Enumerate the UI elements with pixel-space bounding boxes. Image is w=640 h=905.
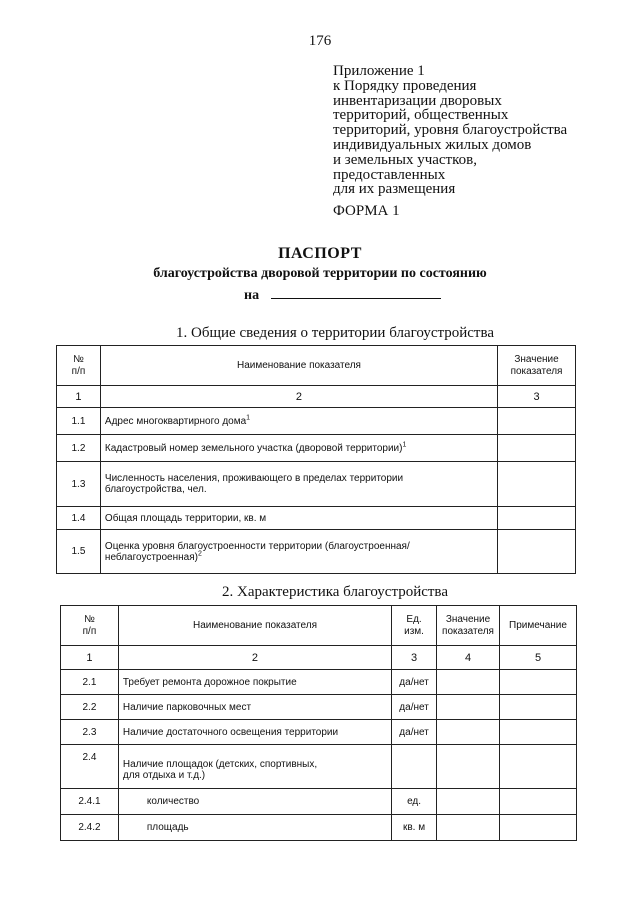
row-name: площадь xyxy=(118,815,391,841)
index-cell: 3 xyxy=(392,646,437,670)
table-row xyxy=(61,720,577,745)
index-cell: 4 xyxy=(437,646,500,670)
table-row xyxy=(57,530,576,574)
row-value[interactable] xyxy=(498,408,576,435)
row-note[interactable] xyxy=(500,745,577,789)
row-no: 1.2 xyxy=(57,435,101,462)
index-cell: 1 xyxy=(57,386,101,408)
row-name: количество xyxy=(118,789,391,815)
table-row xyxy=(57,507,576,530)
row-value[interactable] xyxy=(498,435,576,462)
row-no: 2.4 xyxy=(61,745,119,789)
index-cell: 2 xyxy=(118,646,391,670)
table-row xyxy=(57,408,576,435)
row-note[interactable] xyxy=(500,695,577,720)
date-line xyxy=(244,286,441,304)
row-no: 1.3 xyxy=(57,462,101,507)
index-cell: 5 xyxy=(500,646,577,670)
table-header-row xyxy=(57,346,576,386)
row-name: Численность населения, проживающего в пределах территории благоустройства, чел. xyxy=(100,462,497,507)
row-unit: ед. xyxy=(392,789,437,815)
table-row xyxy=(57,435,576,462)
row-no: 2.4.2 xyxy=(61,815,119,841)
section1-heading: 1. Общие сведения о территории благоустройства xyxy=(176,325,494,341)
row-no: 2.2 xyxy=(61,695,119,720)
row-no: 1.1 xyxy=(57,408,101,435)
header-value: Значение показателя xyxy=(437,606,500,646)
row-name: Кадастровый номер земельного участка (дворовой территории)$^1$ xyxy=(100,435,497,462)
row-note[interactable] xyxy=(500,670,577,695)
index-cell: 1 xyxy=(61,646,119,670)
section2-heading: 2. Характеристика благоустройства xyxy=(222,584,448,600)
table-row xyxy=(61,745,577,789)
row-note[interactable] xyxy=(500,789,577,815)
row-name: Наличие достаточного освещения территории xyxy=(118,720,391,745)
header-no: № п/п xyxy=(61,606,119,646)
header-value: Значение показателя xyxy=(498,346,576,386)
table-row xyxy=(61,670,577,695)
row-name: Наличие площадок (детских, спортивных, для отдыха и т.д.) xyxy=(118,745,391,789)
index-row xyxy=(61,646,577,670)
row-note[interactable] xyxy=(500,720,577,745)
appendix-line: территорий, уровня благоустройства xyxy=(333,122,568,139)
row-value[interactable] xyxy=(437,695,500,720)
row-name: Общая площадь территории, кв. м xyxy=(100,507,497,530)
row-value[interactable] xyxy=(498,462,576,507)
table-header-row xyxy=(61,606,577,646)
row-value[interactable] xyxy=(498,507,576,530)
row-no: 2.4.1 xyxy=(61,789,119,815)
appendix-line: Приложение 1 xyxy=(333,63,425,79)
header-note: Примечание xyxy=(500,606,577,646)
row-value[interactable] xyxy=(437,720,500,745)
appendix-line: индивидуальных жилых домов xyxy=(333,136,532,153)
appendix-line: и земельных участков, xyxy=(333,151,477,168)
row-name: Адрес многоквартирного дома$^1$ xyxy=(100,408,497,435)
general-info-table xyxy=(56,345,576,574)
index-row xyxy=(57,386,576,408)
appendix-line: предоставленных xyxy=(333,166,446,183)
header-no: № п/п xyxy=(57,346,101,386)
row-no: 1.5 xyxy=(57,530,101,574)
table-row xyxy=(61,695,577,720)
row-no: 2.3 xyxy=(61,720,119,745)
row-name: Наличие парковочных мест xyxy=(118,695,391,720)
row-name: Оценка уровня благоустроенности территории (благоустроенная/ неблагоустроенная)$^2$ xyxy=(100,530,497,574)
row-unit: да/нет xyxy=(392,695,437,720)
header-unit: Ед. изм. xyxy=(392,606,437,646)
table-row xyxy=(57,462,576,507)
header-name: Наименование показателя xyxy=(118,606,391,646)
row-value[interactable] xyxy=(437,815,500,841)
document-title: ПАСПОРТ xyxy=(278,245,362,262)
document-subtitle: благоустройства дворовой территории по состоянию xyxy=(153,266,487,281)
appendix-line: для их размещения xyxy=(333,181,456,198)
index-cell: 2 xyxy=(100,386,497,408)
date-prefix: на xyxy=(244,288,260,303)
table-row xyxy=(61,789,577,815)
appendix-line: территорий, общественных xyxy=(333,107,509,124)
row-unit xyxy=(392,745,437,789)
characteristics-table xyxy=(60,605,577,841)
row-name: Требует ремонта дорожное покрытие xyxy=(118,670,391,695)
row-value[interactable] xyxy=(498,530,576,574)
appendix-block xyxy=(333,64,567,197)
row-unit: да/нет xyxy=(392,670,437,695)
date-blank-field[interactable] xyxy=(271,286,441,299)
row-value[interactable] xyxy=(437,670,500,695)
row-no: 2.1 xyxy=(61,670,119,695)
row-value[interactable] xyxy=(437,745,500,789)
table-row xyxy=(61,815,577,841)
row-note[interactable] xyxy=(500,815,577,841)
appendix-line: к Порядку проведения xyxy=(333,77,477,94)
form-label: ФОРМА 1 xyxy=(333,203,400,219)
row-value[interactable] xyxy=(437,789,500,815)
row-no: 1.4 xyxy=(57,507,101,530)
page-number: 176 xyxy=(308,33,332,49)
row-unit: кв. м xyxy=(392,815,437,841)
appendix-line: инвентаризации дворовых xyxy=(333,92,502,109)
row-unit: да/нет xyxy=(392,720,437,745)
header-name: Наименование показателя xyxy=(100,346,497,386)
index-cell: 3 xyxy=(498,386,576,408)
